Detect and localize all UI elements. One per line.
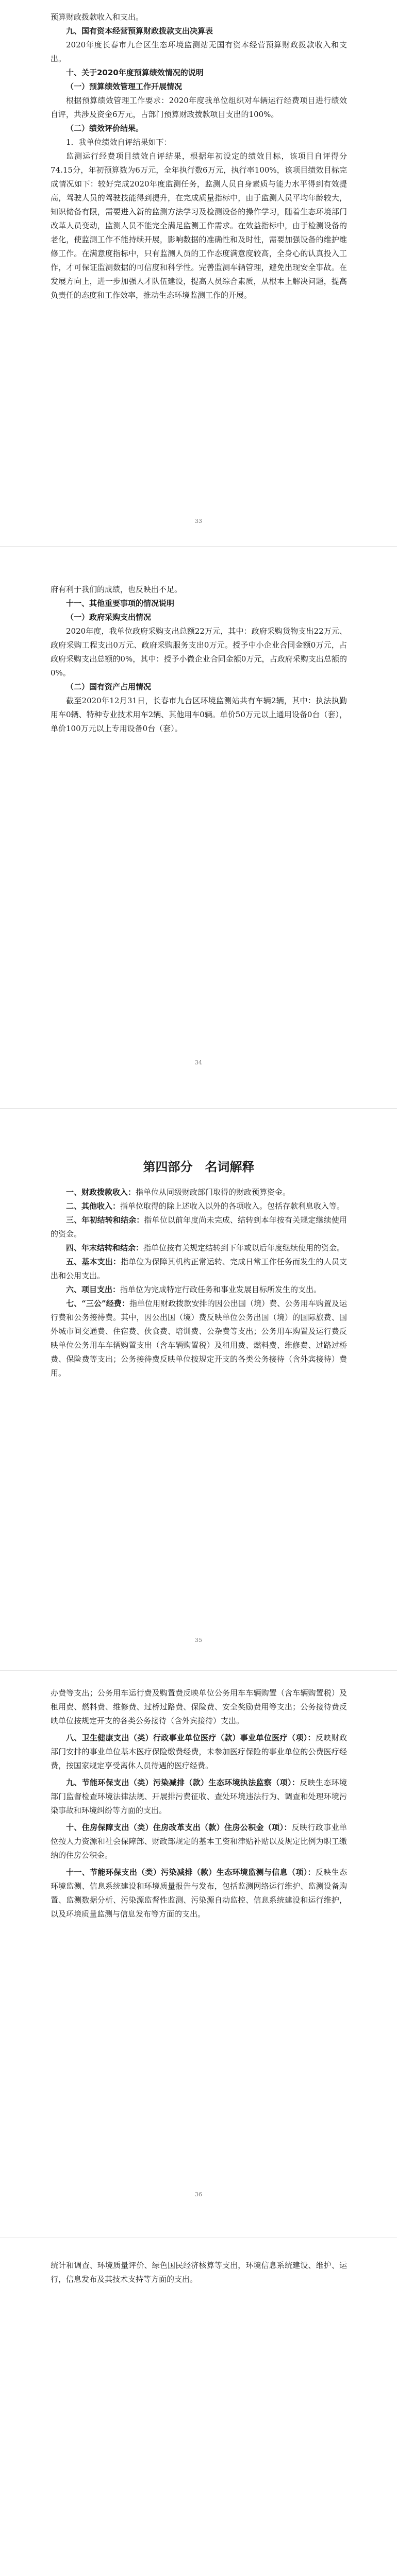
- document-page-1: [0, 0, 397, 546]
- paragraph: 府有利于我们的成绩，也反映出不足。: [51, 585, 183, 594]
- page-number: 35: [195, 1637, 202, 1643]
- term-entry: [51, 1199, 347, 1213]
- subsection-heading: （二）绩效评价结果。: [66, 124, 144, 133]
- term-label: 一、财政拨款收入：: [66, 1188, 136, 1197]
- paragraph: 统计和调查、环境质量评价、绿色国民经济核算等支出，环境信息系统建设、维护、运行，信息发布及其技术支持等方面的支出。: [51, 2261, 347, 2284]
- term-entry: [51, 1731, 347, 1773]
- term-label: 六、项目支出：: [66, 1285, 121, 1294]
- term-definition: 指单位从同级财政部门取得的财政预算资金。: [136, 1188, 291, 1197]
- page-4-content: [51, 1686, 347, 1921]
- paragraph: 根据预算绩效管理工作要求：2020年度我单位组织对车辆运行经费项目进行绩效自评，共涉及资金6万元，占部门预算财政拨款项目支出的100%。: [51, 96, 347, 119]
- term-label: 七、“三公”经费：: [66, 1299, 129, 1308]
- page-1-content: [51, 10, 347, 302]
- term-label: 十一、节能环保支出（类）污染减排（款）生态环境监测与信息（项）：: [66, 1868, 316, 1877]
- document-page-5: [0, 2238, 397, 2576]
- page-number: 36: [195, 2191, 202, 2198]
- subsection-heading: （一）预算绩效管理工作开展情况: [66, 82, 183, 91]
- paragraph: 2020年度，我单位政府采购支出总额22万元，其中：政府采购货物支出22万元、政府采购工程支出0万元、政府采购服务支出0万元。授予中小企业合同金额0万元，占政府采购支出总额的0%，其中：授予小微企业合同金额0万元，占政府采购支出总额的0%。: [51, 626, 347, 677]
- document-page-3: [0, 1109, 397, 1670]
- term-label: 八、卫生健康支出（类）行政事业单位医疗（款）事业单位医疗（项）：: [66, 1733, 316, 1742]
- paragraph: 预算财政拨款收入和支出。: [51, 12, 144, 22]
- term-definition: 指单位取得的除上述收入以外的各项收入。包括存款利息收入等。: [120, 1201, 345, 1211]
- term-entry: [51, 1821, 347, 1862]
- page-2-content: [51, 583, 347, 736]
- part-title: 第四部分 名词解释: [143, 1160, 255, 1174]
- term-label: 二、其他收入：: [66, 1201, 121, 1211]
- page-5-content: [51, 2259, 347, 2286]
- term-definition: 指单位为保障其机构正常运转、完成日常工作任务而发生的人员支出和公用支出。: [51, 1257, 347, 1280]
- term-entry: [51, 1241, 347, 1255]
- term-entry: [51, 1776, 347, 1818]
- page-number: 34: [195, 1059, 202, 1066]
- subsection-heading: （二）国有资产占用情况: [66, 682, 152, 691]
- term-entry: [51, 1283, 347, 1297]
- paragraph: 2020年度长春市九台区生态环境监测站无国有资本经营预算财政拨款收入和支出。: [51, 40, 347, 63]
- term-definition: 指单位用财政拨款安排的因公出国（境）费、公务用车购置及运行费和公务接待费。其中，因公出国（境）费反映单位公务出国（境）的国际旅费、国外城市间交通费、住宿费、伙食费、培训费、公杂费等支出；公务用车购置及运行费反映单位公务用车车辆购置支出（含车辆购置税）及租用费、燃料费、维修费、过路过桥费、保险费等支出；公务接待费反映单位按规定开支的各类公务接待（含外宾接待）费用。: [51, 1299, 347, 1378]
- page-3-content: [51, 1160, 347, 1380]
- term-definition: 反映生态环境监测、信息系统建设和环境质量报告与发布，包括监测网络运行维护、监测设备购置、监测数据分析、污染源监督性监测、污染源自动监控、信息系统建设和运行维护，以及环境质量监测与信息发布等方面的支出。: [51, 1868, 347, 1919]
- term-definition: 反映行政事业单位按人力资源和社会保障部、财政部规定的基本工资和津贴补贴以及规定比例为职工缴纳的住房公积金。: [51, 1823, 347, 1860]
- page-number: 33: [195, 518, 202, 524]
- term-definition: 指单位按有关规定结转到下年或以后年度继续使用的资金。: [143, 1243, 345, 1252]
- document-page-2: [0, 547, 397, 1108]
- document-page-4: [0, 1671, 397, 2238]
- term-entry: [51, 1255, 347, 1283]
- subsection-heading: （一）政府采购支出情况: [66, 613, 152, 622]
- section-heading: 十、关于2020年度预算绩效情况的说明: [66, 68, 204, 77]
- paragraph: 1．我单位绩效自评结果如下：: [66, 138, 172, 147]
- term-label: 三、年初结转和结余：: [66, 1215, 144, 1225]
- term-definition: 反映财政部门安排的事业单位基本医疗保险缴费经费，未参加医疗保险的事业单位的公费医疗经费，按国家规定享受离休人员待遇的医疗经费。: [51, 1733, 347, 1770]
- term-label: 五、基本支出：: [66, 1257, 121, 1266]
- section-heading: 十一、其他重要事项的情况说明: [66, 599, 175, 608]
- paragraph: 办费等支出；公务用车运行费及购置费反映单位公务用车车辆购置（含车辆购置税）及租用费、燃料费、维修费、过桥过路费、保险费、安全奖励费用等支出；公务接待费反映单位按规定开支的各类公务接待（含外宾接待）支出。: [51, 1688, 347, 1725]
- term-label: 十、住房保障支出（类）住房改革支出（款）住房公积金（项）：: [66, 1823, 292, 1832]
- term-label: 四、年末结转和结余：: [66, 1243, 144, 1252]
- paragraph: 监测运行经费项目绩效自评结果，根据年初设定的绩效目标，该项目自评得分74.15分，年初预算数为6万元，全年执行数6万元，执行率100%，该项目绩效目标完成情况如下：较好完成2020年度监测任务，监测人员自身素质与能力水平得到有效提高，驾驶人员的驾驶技能得到提升，在完成质量指标中，由于监测人员平均年龄较大，知识储备有限，需要进入新的监测方法学习及检测设备的操作学习，随着生态环境部门改革人员变动，监测人员不能完全满足监测工作需求。在效益指标中，由于检测设备的老化，使监测工作不能持续开展，影响数据的准确性和及时性，需要加强设备的维护维修工作。在满意度指标中，只有监测人员的工作态度满意度较高，全身心的认真投入工作，才可保证监测数据的可信度和科学性。完善监测车辆管理，避免出现安全事故。在发展方向上，进一步加强人才队伍建设，提高人员综合素质，从根本上解决问题，提高负责任的态度和工作效率，推动生态环境监测工作的开展。: [51, 151, 347, 300]
- term-definition: 指单位以前年度尚未完成、结转到本年按有关规定继续使用的资金。: [51, 1215, 347, 1239]
- term-entry: [51, 1866, 347, 1921]
- term-entry: [51, 1185, 347, 1199]
- section-heading: 九、国有资本经营预算财政拨款支出决算表: [66, 26, 213, 36]
- term-entry: [51, 1297, 347, 1380]
- term-entry: [51, 1213, 347, 1241]
- term-label: 九、节能环保支出（类）污染减排（款）生态环境执法监察（项）：: [66, 1778, 300, 1787]
- term-definition: 指单位为完成特定行政任务和事业发展目标所发生的支出。: [120, 1285, 322, 1294]
- paragraph: 截至2020年12月31日，长春市九台区环境监测站共有车辆2辆，其中：执法执勤用车0辆、特种专业技术用车2辆、其他用车0辆。单价50万元以上通用设备0台（套），单价100万元以上专用设备0台（套）。: [51, 696, 347, 733]
- term-definition: 反映生态环境部门监督检查环境法律法规、开展排污费征收、查处环境违法行为、调查和处理环境污染事故和环境纠纷等方面的支出。: [51, 1778, 347, 1815]
